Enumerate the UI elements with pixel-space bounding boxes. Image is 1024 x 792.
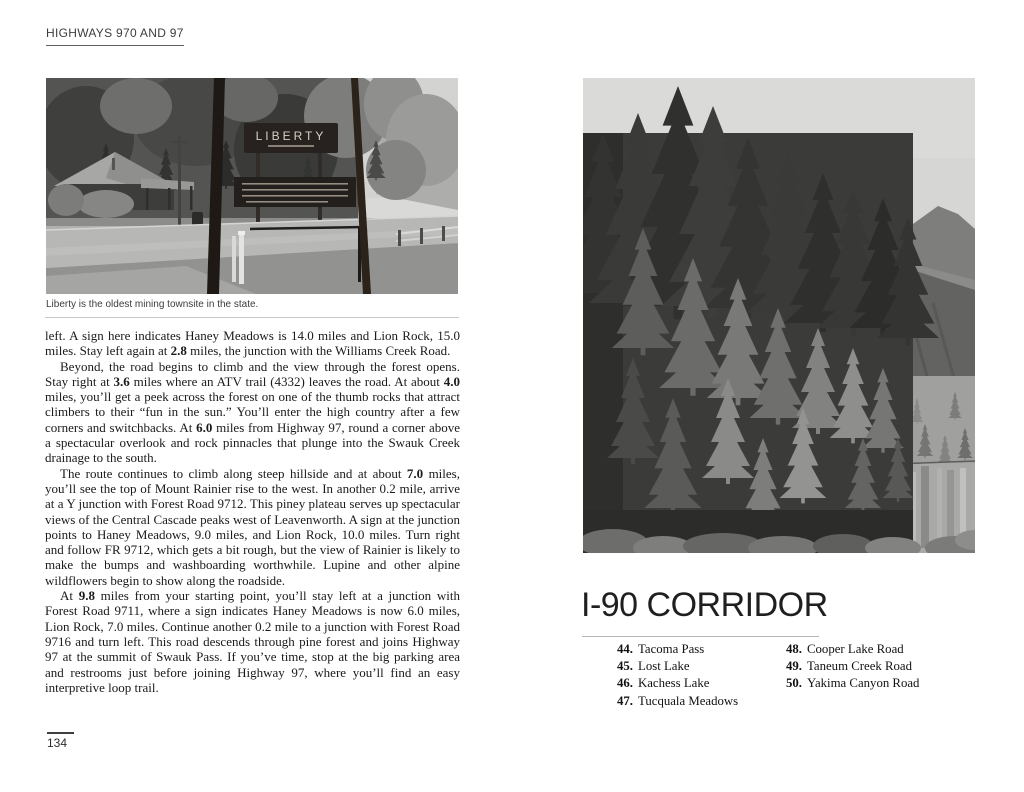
destination-item: 48. Cooper Lake Road	[786, 642, 904, 656]
caption-rule	[45, 317, 459, 318]
destination-item: 50. Yakima Canyon Road	[786, 676, 920, 691]
page-number: 134	[47, 736, 68, 750]
paragraph: At 9.8 miles from your starting point, you’ll stay left at a junction with Forest Road 9711, where a sign indicates Haney Meadows is now 6.0 miles, Lion Rock, 7.0 miles. Continue another 0.2 mile to a junction with Forest Road 9716 and turn left. This road descends through pine forest and joins Highway 97 at the summit of Swauk Pass. If you’ve time, stop at the big parking area and restrooms just before joining Highway 97, where you’ll find an easy interpretive loop trail.	[45, 588, 460, 695]
destination-item: 49. Taneum Creek Road	[786, 659, 912, 674]
destination-item: 45. Lost Lake	[617, 659, 690, 674]
section-heading-rule	[582, 636, 819, 637]
destinations-col1	[617, 641, 738, 710]
i90-forest-lake-photo	[583, 78, 975, 553]
paragraph: left. A sign here indicates Haney Meadows is 14.0 miles and Lion Rock, 15.0 miles. Stay left again at 2.8 miles, the junction with the Williams Creek Road.	[45, 328, 460, 359]
destination-item: 47. Tucquala Meadows	[617, 693, 739, 708]
paragraph: The route continues to climb along steep hillside and at about 7.0 miles, you’ll see the top of Mount Rainier rise to the west. In another 0.2 mile, arrive at a Y junction with Forest Road 9712. This piney plateau serves up spectacular views of the Central Cascade peaks west of Leavenworth. A sign at the junction points to Haney Meadows, 9.0 miles, and Lion Rock, 10.0 miles. Turn right and follow FR 9712, which gets a bit rough, but the view of Rainier is likely to make the bumps and washboarding worthwhile. Lupine and other alpine wildflowers begin to show along the roadside.	[45, 465, 460, 588]
running-header: HIGHWAYS 970 AND 97	[46, 26, 184, 46]
photo-caption: Liberty is the oldest mining townsite in the state.	[46, 299, 259, 310]
destinations-col2	[786, 641, 919, 693]
page-number-rule	[47, 732, 74, 734]
section-heading: I-90 CORRIDOR	[581, 586, 828, 624]
destination-item: 46. Kachess Lake	[617, 676, 710, 691]
liberty-photo-art	[46, 78, 458, 294]
liberty-sign-text: LIBERTY	[255, 129, 327, 143]
paragraph: Beyond, the road begins to climb and the view through the forest opens. Stay right at 3.6 miles where an ATV trail (4332) leaves the road. At about 4.0 miles, you’ll get a peek across the forest on one of the thumb rocks that attract climbers to their “fun in the sun.” You’ll enter the high country after a few corners and switchbacks. At 6.0 miles from Highway 97, round a corner above a spectacular overlook and rock pinnacles that plunge into the Swauk Creek drainage to the south.	[45, 358, 460, 466]
i90-photo-art	[583, 78, 975, 553]
destination-item: 44. Tacoma Pass	[617, 642, 705, 656]
liberty-townsite-photo	[46, 78, 458, 294]
body-text	[45, 328, 460, 695]
